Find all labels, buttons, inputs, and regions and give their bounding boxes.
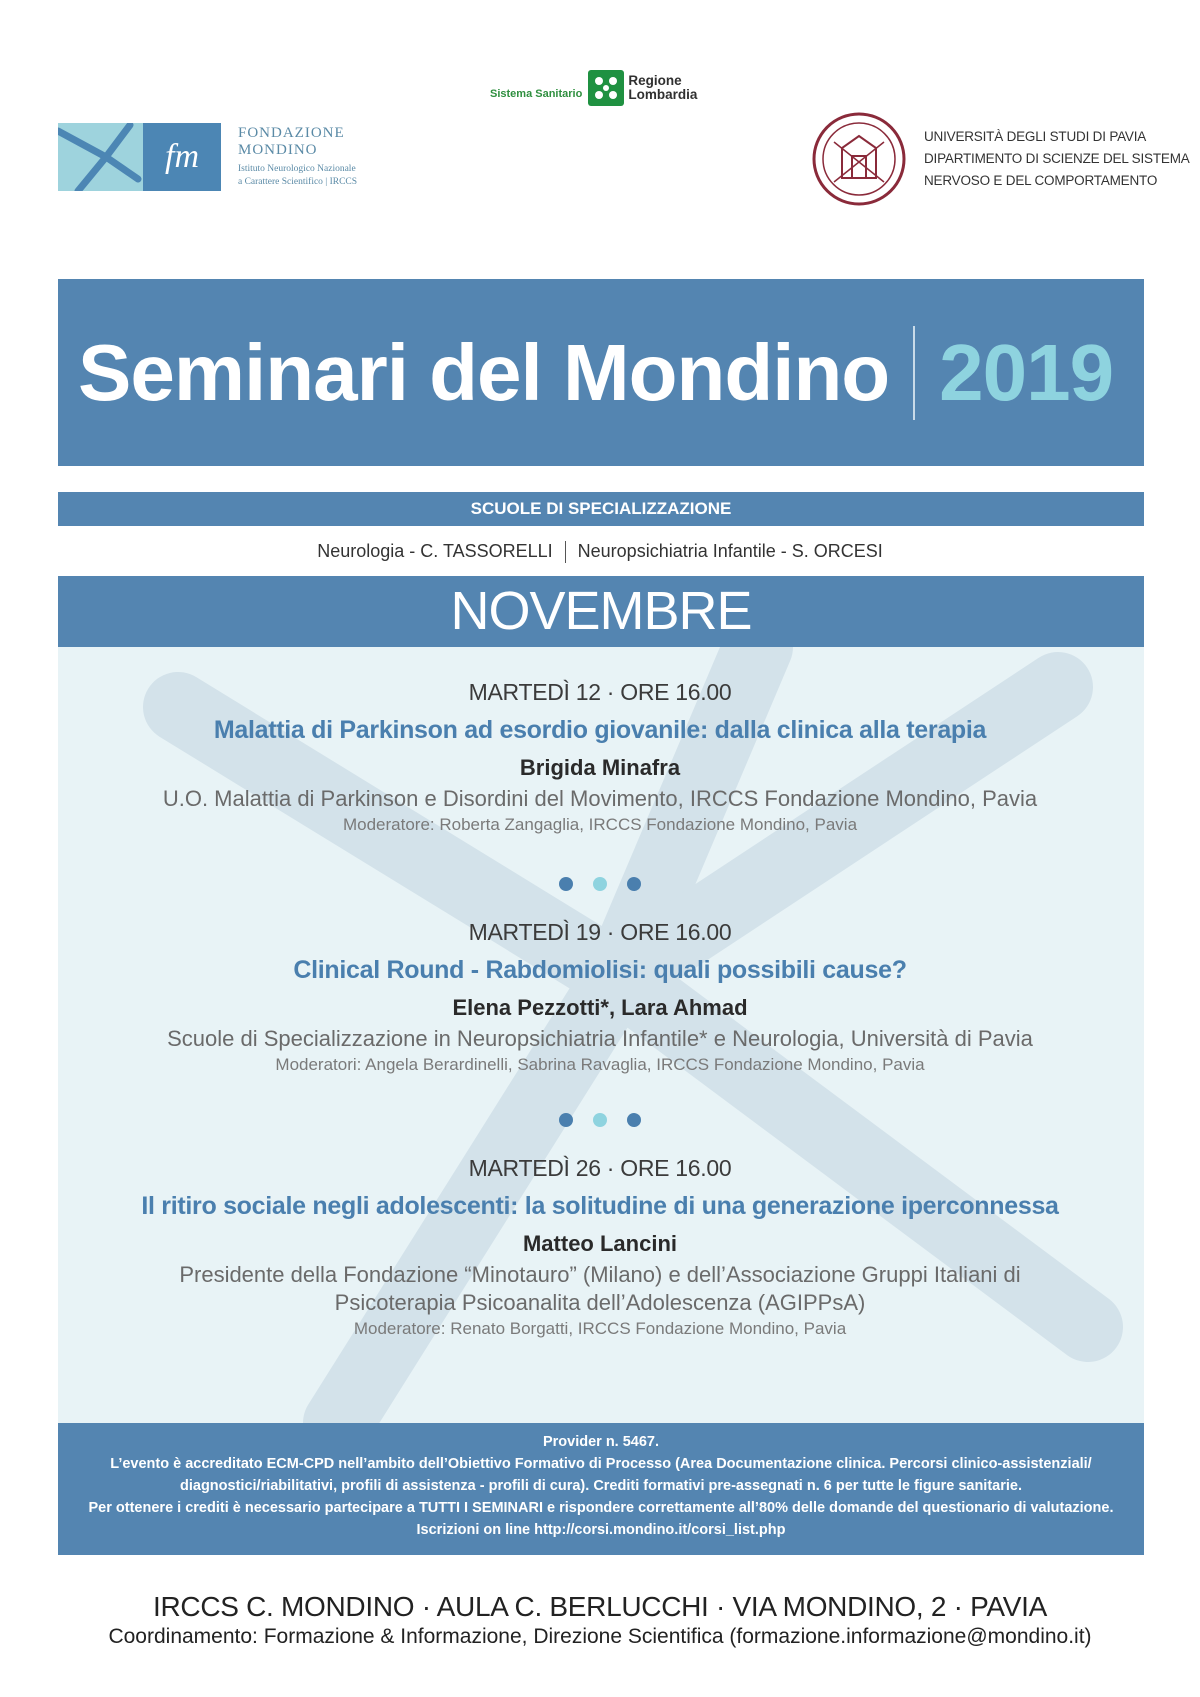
regione-rose-icon	[588, 70, 624, 106]
page-title: Seminari del Mondino	[78, 327, 890, 417]
directors-divider	[565, 541, 566, 563]
fm-logo-line2: MONDINO	[238, 142, 318, 158]
event-affiliation: Scuole di Specializzazione in Neuropsichiatria Infantile* e Neurologia, Università di Pavia	[167, 1026, 1033, 1051]
unipv-line2: DIPARTIMENTO DI SCIENZE DEL SISTEMA	[924, 151, 1190, 166]
svg-text:fm: fm	[165, 138, 199, 175]
director-neuropsichiatria: Neuropsichiatria Infantile - S. ORCESI	[577, 541, 883, 561]
info-line4: Per ottenere i crediti è necessario partecipare a TUTTI I SEMINARI e rispondere correttamente all’80% delle domande del questionario di valutazione.	[88, 1500, 1114, 1516]
schools-band: SCUOLE DI SPECIALIZZAZIONE	[58, 492, 1144, 526]
title-year: 2019	[939, 327, 1114, 417]
fm-logo-text	[238, 125, 357, 189]
month-heading: NOVEMBRE	[58, 576, 1144, 647]
director-neurologia: Neurologia - C. TASSORELLI	[317, 541, 553, 561]
header	[0, 0, 1200, 220]
info-registration-link[interactable]: Iscrizioni on line http://corsi.mondino.it/corsi_list.php	[416, 1522, 786, 1538]
event-title: Clinical Round - Rabdomiolisi: quali possibili cause?	[293, 956, 907, 984]
fondazione-mondino-logo	[58, 123, 357, 191]
event-date: MARTEDÌ 12 · ORE 16.00	[468, 679, 732, 705]
event-affiliation-line2: Psicoterapia Psicoanalita dell’Adolescenza (AGIPPsA)	[334, 1290, 866, 1315]
fm-logo-line1: FONDAZIONE	[238, 125, 345, 141]
event-title: Malattia di Parkinson ad esordio giovanile: dalla clinica alla terapia	[213, 716, 987, 744]
fm-logo-mark	[58, 123, 221, 191]
footer-coordination: Coordinamento: Formazione & Informazione, Direzione Scientifica (formazione.informazione@mondino.it)	[108, 1625, 1092, 1648]
title-divider	[913, 326, 915, 420]
separator-dots	[58, 877, 1144, 896]
regione-lombardia-logo	[490, 70, 697, 106]
event-speaker: Elena Pezzotti*, Lara Ahmad	[452, 995, 748, 1020]
unipv-seal-icon	[812, 112, 906, 206]
dot-icon	[593, 1113, 607, 1127]
info-provider: Provider n. 5467.	[542, 1434, 660, 1450]
dot-icon	[559, 1113, 573, 1127]
dot-icon	[593, 877, 607, 891]
title-band	[58, 279, 1144, 466]
regione-name	[628, 74, 697, 102]
fm-logo-line4: a Carattere Scientifico | IRCCS	[238, 177, 358, 187]
event-date: MARTEDÌ 19 · ORE 16.00	[468, 919, 732, 945]
unipv-line1: UNIVERSITÀ DEGLI STUDI DI PAVIA	[924, 129, 1147, 144]
event-3	[58, 1155, 1144, 1339]
dot-icon	[627, 1113, 641, 1127]
info-line2: L’evento è accreditato ECM-CPD nell’ambito dell’Obiettivo Formativo di Processo (Area Documentazione clinica. Percorsi clinico-assistenziali/	[110, 1456, 1092, 1472]
event-affiliation: U.O. Malattia di Parkinson e Disordini del Movimento, IRCCS Fondazione Mondino, Pavia	[162, 786, 1038, 811]
accreditation-info	[58, 1423, 1144, 1555]
separator-dots	[58, 1113, 1144, 1132]
event-title: Il ritiro sociale negli adolescenti: la solitudine di una generazione iperconnessa	[141, 1192, 1059, 1220]
events-panel	[58, 647, 1144, 1423]
event-affiliation-line1: Presidente della Fondazione “Minotauro” (Milano) e dell’Associazione Gruppi Italiani di	[179, 1262, 1021, 1287]
event-speaker: Brigida Minafra	[519, 755, 681, 780]
dot-icon	[559, 877, 573, 891]
fm-logo-line3: Istituto Neurologico Nazionale	[238, 164, 356, 174]
event-2	[58, 919, 1144, 1075]
event-moderator: Moderatori: Angela Berardinelli, Sabrina Ravaglia, IRCCS Fondazione Mondino, Pavia	[275, 1055, 925, 1074]
unipv-text	[924, 126, 1190, 192]
event-1	[58, 679, 1144, 835]
event-moderator: Moderatore: Roberta Zangaglia, IRCCS Fondazione Mondino, Pavia	[342, 815, 858, 834]
regione-system-label: Sistema Sanitario	[490, 88, 583, 100]
dot-icon	[627, 877, 641, 891]
footer-location: IRCCS C. MONDINO · AULA C. BERLUCCHI · VIA MONDINO, 2 · PAVIA	[153, 1591, 1047, 1622]
regione-line2: Lombardia	[628, 87, 698, 102]
schools-directors	[0, 541, 1200, 563]
footer	[0, 1591, 1200, 1649]
event-speaker: Matteo Lancini	[522, 1231, 677, 1256]
unipv-line3: NERVOSO E DEL COMPORTAMENTO	[924, 173, 1158, 188]
event-moderator: Moderatore: Renato Borgatti, IRCCS Fondazione Mondino, Pavia	[353, 1319, 847, 1338]
regione-line1: Regione	[628, 73, 682, 88]
event-date: MARTEDÌ 26 · ORE 16.00	[468, 1155, 732, 1181]
info-line3: diagnostici/riabilitativi, profili di assistenza - profili di cura). Crediti formativi pre-assegnati n. 6 per tutte le figure sanitarie.	[180, 1478, 1022, 1494]
unipv-logo	[812, 112, 1190, 206]
